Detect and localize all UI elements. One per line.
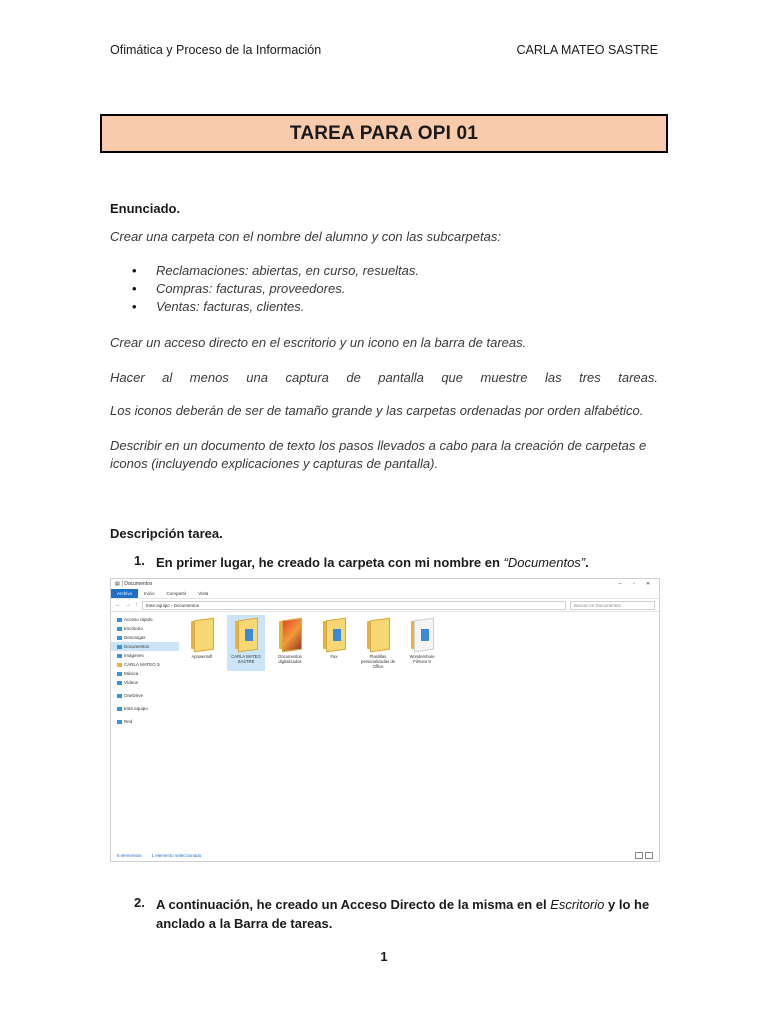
tab-inicio[interactable]: Inicio xyxy=(144,591,155,596)
search-input[interactable]: Buscar en Documentos xyxy=(570,601,655,610)
folder-item[interactable]: Apowersoft xyxy=(183,615,221,671)
computer-icon xyxy=(117,707,122,711)
tab-compartir[interactable]: Compartir xyxy=(166,591,187,596)
enunciado-intro: Crear una carpeta con el nombre del alumno y con las subcarpetas: xyxy=(110,229,501,244)
navigation-pane xyxy=(111,615,179,726)
sidebar-item-documentos[interactable]: Documentos xyxy=(111,642,179,651)
step-text: En primer lugar, he creado la carpeta con mi nombre en “Documentos”. xyxy=(156,555,589,570)
paragraph-shortcut: Crear un acceso directo en el escritorio y un icono en la barra de tareas. xyxy=(110,335,527,350)
large-icons-view-icon[interactable] xyxy=(645,852,653,859)
header-right: CARLA MATEO SASTRE xyxy=(516,43,658,57)
descripcion-heading: Descripción tarea. xyxy=(110,526,223,541)
file-list xyxy=(183,615,659,671)
header-left: Ofimática y Proceso de la Información xyxy=(110,43,322,57)
list-item: • Reclamaciones: abiertas, en curso, resueltas. xyxy=(110,262,658,280)
folder-icon xyxy=(189,617,215,651)
close-icon[interactable]: ✕ xyxy=(645,581,651,587)
path-field[interactable]: Este equipo › Documentos xyxy=(142,601,566,610)
cloud-icon xyxy=(117,694,122,698)
music-icon xyxy=(117,672,122,676)
folder-icon xyxy=(409,617,435,651)
minimize-icon[interactable]: – xyxy=(618,581,622,587)
explorer-screenshot xyxy=(110,578,660,862)
sidebar-item-imagenes[interactable]: Imágenes xyxy=(111,651,179,660)
step-number: 2. xyxy=(134,895,145,910)
sidebar-item-red[interactable]: Red xyxy=(111,717,179,726)
folder-icon xyxy=(117,663,122,667)
folder-item-selected[interactable]: CARLA MATEO SASTRE xyxy=(227,615,265,671)
folder-icon xyxy=(233,617,259,651)
star-icon xyxy=(117,618,122,622)
folder-item[interactable]: Documentos digitalizados xyxy=(271,615,309,671)
network-icon xyxy=(117,720,122,724)
forward-icon[interactable]: → xyxy=(125,602,131,608)
step-text: A continuación, he creado un Acceso Directo de la misma en el Escritorio y lo he anclado a la Barra de tareas. xyxy=(156,897,650,931)
desktop-icon xyxy=(117,627,122,631)
document-title: TAREA PARA OPI 01 xyxy=(100,114,668,153)
back-icon[interactable]: ← xyxy=(115,602,121,608)
ribbon-tabs xyxy=(111,589,659,599)
maximize-icon[interactable]: ▫ xyxy=(633,581,635,587)
tab-vista[interactable]: Vista xyxy=(198,591,209,596)
step-number: 1. xyxy=(134,553,145,568)
item-count: 6 elementos xyxy=(117,852,142,858)
subfolder-list xyxy=(110,262,658,316)
paragraph-describe: Describir en un documento de texto los pasos llevados a cabo para la creación de carpetas e iconos (incluyendo explicaciones y capturas de pantalla). xyxy=(110,438,647,471)
tab-archivo[interactable]: Archivo xyxy=(111,589,138,598)
document-icon xyxy=(117,645,122,649)
explorer-titlebar xyxy=(111,579,659,589)
sidebar-item-escritorio[interactable]: Escritorio xyxy=(111,624,179,633)
sidebar-item-musica[interactable]: Música xyxy=(111,669,179,678)
details-view-icon[interactable] xyxy=(635,852,643,859)
picture-icon xyxy=(117,654,122,658)
folder-item[interactable]: Wondershare Filmora 9 xyxy=(403,615,441,671)
sidebar-item-acceso-rapido[interactable]: Acceso rápido xyxy=(111,615,179,624)
window-title: Documentos xyxy=(124,581,153,587)
sidebar-item-carla[interactable]: CARLA MATEO S xyxy=(111,660,179,669)
up-icon[interactable]: ↑ xyxy=(135,602,138,608)
sidebar-item-descargas[interactable]: Descargas xyxy=(111,633,179,642)
sidebar-item-videos[interactable]: Vídeos xyxy=(111,678,179,687)
list-item: • Compras: facturas, proveedores. xyxy=(110,280,658,298)
page-number: 1 xyxy=(380,949,388,964)
enunciado-heading: Enunciado. xyxy=(110,201,181,216)
folder-icon: ▤ │ xyxy=(115,581,125,587)
status-bar xyxy=(111,849,659,861)
paragraph-screenshot: Hacer al menos una captura de pantalla que muestre las tres tareas. xyxy=(110,370,658,385)
folder-icon xyxy=(277,617,303,651)
paragraph-icons: Los iconos deberán de ser de tamaño grande y las carpetas ordenadas por orden alfabético. xyxy=(110,403,644,418)
folder-item[interactable]: Fax xyxy=(315,615,353,671)
download-icon xyxy=(117,636,122,640)
list-item: • Ventas: facturas, clientes. xyxy=(110,298,658,316)
sidebar-item-este-equipo[interactable]: Este equipo xyxy=(111,704,179,713)
folder-icon xyxy=(321,617,347,651)
folder-icon xyxy=(365,617,391,651)
selection-count: 1 elemento seleccionado xyxy=(151,852,202,858)
video-icon xyxy=(117,681,122,685)
folder-item[interactable]: Plantillas personalizadas de Office xyxy=(359,615,397,671)
sidebar-item-onedrive[interactable]: OneDrive xyxy=(111,691,179,700)
